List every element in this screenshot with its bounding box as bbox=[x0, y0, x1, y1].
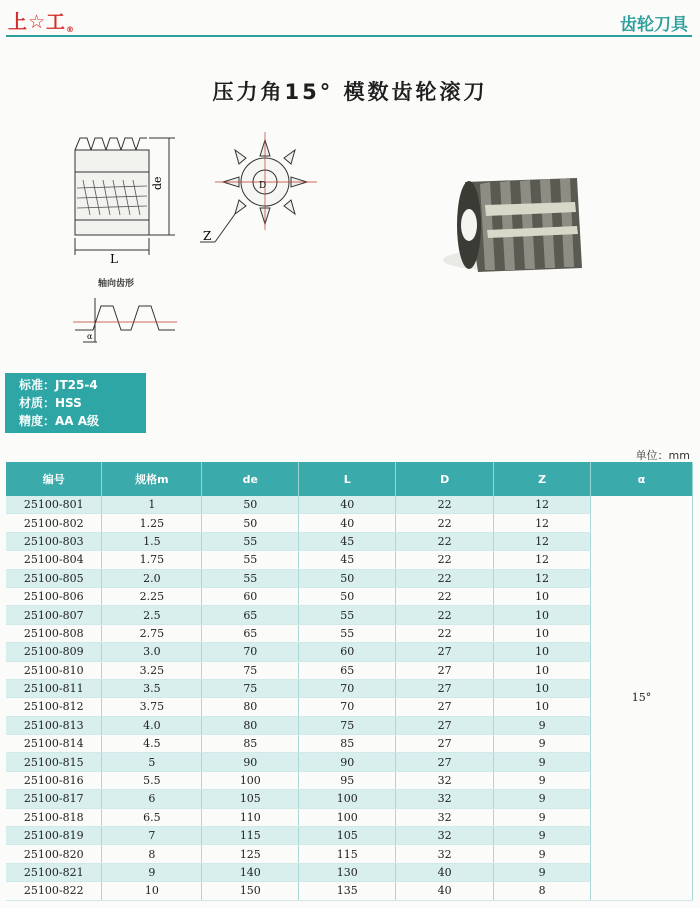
table-cell: 22 bbox=[396, 496, 494, 514]
table-cell: 25100-815 bbox=[6, 753, 102, 771]
col-header-de: de bbox=[202, 462, 299, 496]
spec-accuracy: 精度：AA A级 bbox=[19, 414, 100, 428]
table-cell: 1 bbox=[102, 496, 202, 514]
table-cell: 22 bbox=[396, 551, 494, 569]
spec-material: 材质：HSS bbox=[19, 396, 82, 410]
table-cell: 27 bbox=[396, 661, 494, 679]
table-cell: 27 bbox=[396, 735, 494, 753]
table-cell: 25100-805 bbox=[6, 569, 102, 587]
table-cell: 100 bbox=[299, 808, 396, 826]
table-cell: 10 bbox=[494, 698, 591, 716]
table-row bbox=[6, 496, 693, 514]
table-cell: 125 bbox=[202, 845, 299, 863]
table-cell: 10 bbox=[494, 624, 591, 642]
table-cell: 70 bbox=[299, 679, 396, 697]
table-cell: 5.5 bbox=[102, 771, 202, 789]
table-cell: 85 bbox=[299, 735, 396, 753]
table-row bbox=[6, 808, 693, 826]
table-cell: 25100-818 bbox=[6, 808, 102, 826]
table-cell: 60 bbox=[299, 643, 396, 661]
table-cell: 70 bbox=[202, 643, 299, 661]
table-cell: 9 bbox=[494, 827, 591, 845]
table-cell: 135 bbox=[299, 882, 396, 900]
table-cell: 1.5 bbox=[102, 532, 202, 550]
table-cell: 25100-802 bbox=[6, 514, 102, 532]
table-cell: 45 bbox=[299, 551, 396, 569]
table-cell: 32 bbox=[396, 827, 494, 845]
table-cell: 90 bbox=[299, 753, 396, 771]
unit-label: 单位：mm bbox=[635, 449, 690, 462]
table-cell: 22 bbox=[396, 514, 494, 532]
table-cell: 40 bbox=[396, 882, 494, 900]
logo-text: 上☆工 bbox=[8, 11, 67, 33]
table-cell: 32 bbox=[396, 808, 494, 826]
table-cell: 130 bbox=[299, 863, 396, 881]
table-cell: 3.25 bbox=[102, 661, 202, 679]
table-cell: 10 bbox=[494, 606, 591, 624]
col-header-module: 规格m bbox=[102, 462, 202, 496]
table-cell: 65 bbox=[202, 606, 299, 624]
table-cell: 55 bbox=[202, 551, 299, 569]
label-D: D bbox=[259, 181, 267, 191]
page-title: 压力角15° 模数齿轮滚刀 bbox=[212, 80, 488, 104]
table-cell: 32 bbox=[396, 790, 494, 808]
table-cell: 22 bbox=[396, 624, 494, 642]
alpha-value-cell: 15° bbox=[591, 496, 693, 900]
table-cell: 60 bbox=[202, 587, 299, 605]
table-cell: 100 bbox=[299, 790, 396, 808]
table-cell: 3.75 bbox=[102, 698, 202, 716]
table-cell: 25100-814 bbox=[6, 735, 102, 753]
registered-mark: ® bbox=[66, 25, 76, 34]
label-L: L bbox=[110, 252, 118, 266]
table-row bbox=[6, 735, 693, 753]
table-cell: 7 bbox=[102, 827, 202, 845]
table-cell: 25100-809 bbox=[6, 643, 102, 661]
table-cell: 9 bbox=[494, 863, 591, 881]
table-row bbox=[6, 514, 693, 532]
table-cell: 25100-816 bbox=[6, 771, 102, 789]
axial-profile-caption: 轴向齿形 bbox=[98, 279, 135, 289]
table-cell: 25100-808 bbox=[6, 624, 102, 642]
table-cell: 10 bbox=[494, 661, 591, 679]
label-de: de bbox=[151, 176, 164, 190]
label-alpha: α bbox=[87, 332, 93, 341]
table-cell: 9 bbox=[494, 716, 591, 734]
table-row bbox=[6, 790, 693, 808]
table-cell: 25100-807 bbox=[6, 606, 102, 624]
table-cell: 10 bbox=[494, 587, 591, 605]
table-cell: 27 bbox=[396, 643, 494, 661]
table-row bbox=[6, 587, 693, 605]
col-header-code: 编号 bbox=[6, 462, 102, 496]
table-cell: 9 bbox=[494, 771, 591, 789]
table-cell: 55 bbox=[299, 624, 396, 642]
table-row bbox=[6, 661, 693, 679]
table-cell: 25100-819 bbox=[6, 827, 102, 845]
table-cell: 2.75 bbox=[102, 624, 202, 642]
table-cell: 1.75 bbox=[102, 551, 202, 569]
table-row bbox=[6, 716, 693, 734]
table-cell: 25100-803 bbox=[6, 532, 102, 550]
table-cell: 80 bbox=[202, 698, 299, 716]
table-cell: 25100-822 bbox=[6, 882, 102, 900]
table-cell: 2.5 bbox=[102, 606, 202, 624]
table-cell: 9 bbox=[494, 790, 591, 808]
table-row bbox=[6, 698, 693, 716]
table-cell: 8 bbox=[494, 882, 591, 900]
table-cell: 25100-812 bbox=[6, 698, 102, 716]
table-cell: 65 bbox=[299, 661, 396, 679]
table-cell: 3.5 bbox=[102, 679, 202, 697]
col-header-D: D bbox=[396, 462, 494, 496]
table-cell: 40 bbox=[299, 496, 396, 514]
table-cell: 75 bbox=[299, 716, 396, 734]
table-cell: 25100-806 bbox=[6, 587, 102, 605]
table-cell: 100 bbox=[202, 771, 299, 789]
table-cell: 12 bbox=[494, 496, 591, 514]
table-cell: 32 bbox=[396, 771, 494, 789]
table-cell: 80 bbox=[202, 716, 299, 734]
table-cell: 55 bbox=[299, 606, 396, 624]
table-row bbox=[6, 606, 693, 624]
table-cell: 10 bbox=[102, 882, 202, 900]
specification-table bbox=[6, 462, 693, 901]
hob-side-view bbox=[75, 138, 175, 255]
table-cell: 9 bbox=[494, 735, 591, 753]
table-cell: 12 bbox=[494, 551, 591, 569]
table-cell: 55 bbox=[202, 569, 299, 587]
table-cell: 40 bbox=[396, 863, 494, 881]
col-header-Z: Z bbox=[494, 462, 591, 496]
table-cell: 6.5 bbox=[102, 808, 202, 826]
table-row bbox=[6, 827, 693, 845]
table-cell: 32 bbox=[396, 845, 494, 863]
table-row bbox=[6, 569, 693, 587]
table-cell: 22 bbox=[396, 587, 494, 605]
table-cell: 6 bbox=[102, 790, 202, 808]
table-cell: 9 bbox=[494, 845, 591, 863]
table-cell: 9 bbox=[102, 863, 202, 881]
table-cell: 27 bbox=[396, 679, 494, 697]
table-row bbox=[6, 863, 693, 881]
table-cell: 22 bbox=[396, 569, 494, 587]
table-cell: 25100-813 bbox=[6, 716, 102, 734]
table-cell: 75 bbox=[202, 679, 299, 697]
table-cell: 50 bbox=[299, 587, 396, 605]
col-header-alpha: α bbox=[591, 462, 693, 496]
table-cell: 90 bbox=[202, 753, 299, 771]
table-cell: 10 bbox=[494, 643, 591, 661]
table-cell: 85 bbox=[202, 735, 299, 753]
table-cell: 27 bbox=[396, 716, 494, 734]
table-cell: 4.5 bbox=[102, 735, 202, 753]
table-row bbox=[6, 753, 693, 771]
table-row bbox=[6, 882, 693, 900]
table-cell: 25100-820 bbox=[6, 845, 102, 863]
table-row bbox=[6, 679, 693, 697]
label-Z: Z bbox=[203, 229, 212, 243]
table-cell: 150 bbox=[202, 882, 299, 900]
table-cell: 3.0 bbox=[102, 643, 202, 661]
table-row bbox=[6, 845, 693, 863]
table-cell: 65 bbox=[202, 624, 299, 642]
table-cell: 115 bbox=[299, 845, 396, 863]
hob-technical-drawing bbox=[55, 120, 615, 360]
table-cell: 25100-810 bbox=[6, 661, 102, 679]
table-cell: 55 bbox=[202, 532, 299, 550]
table-cell: 50 bbox=[202, 496, 299, 514]
table-cell: 70 bbox=[299, 698, 396, 716]
table-row bbox=[6, 532, 693, 550]
table-cell: 27 bbox=[396, 753, 494, 771]
table-cell: 110 bbox=[202, 808, 299, 826]
table-cell: 10 bbox=[494, 679, 591, 697]
table-header-row bbox=[6, 462, 693, 496]
table-cell: 40 bbox=[299, 514, 396, 532]
table-row bbox=[6, 624, 693, 642]
table-cell: 45 bbox=[299, 532, 396, 550]
table-cell: 25100-821 bbox=[6, 863, 102, 881]
table-cell: 5 bbox=[102, 753, 202, 771]
table-cell: 50 bbox=[299, 569, 396, 587]
table-cell: 75 bbox=[202, 661, 299, 679]
table-cell: 12 bbox=[494, 569, 591, 587]
table-row bbox=[6, 551, 693, 569]
spec-box bbox=[5, 373, 146, 433]
table-cell: 2.0 bbox=[102, 569, 202, 587]
spec-standard: 标准：JT25-4 bbox=[19, 378, 98, 392]
table-cell: 1.25 bbox=[102, 514, 202, 532]
table-cell: 25100-801 bbox=[6, 496, 102, 514]
table-cell: 140 bbox=[202, 863, 299, 881]
hob-product-photo bbox=[443, 178, 582, 272]
table-row bbox=[6, 643, 693, 661]
table-row bbox=[6, 771, 693, 789]
table-cell: 115 bbox=[202, 827, 299, 845]
brand-logo bbox=[8, 7, 75, 34]
table-cell: 12 bbox=[494, 514, 591, 532]
table-cell: 22 bbox=[396, 606, 494, 624]
table-cell: 9 bbox=[494, 808, 591, 826]
table-cell: 50 bbox=[202, 514, 299, 532]
table-cell: 25100-804 bbox=[6, 551, 102, 569]
table-cell: 25100-817 bbox=[6, 790, 102, 808]
table-cell: 12 bbox=[494, 532, 591, 550]
table-cell: 2.25 bbox=[102, 587, 202, 605]
table-cell: 105 bbox=[202, 790, 299, 808]
table-cell: 4.0 bbox=[102, 716, 202, 734]
table-cell: 25100-811 bbox=[6, 679, 102, 697]
col-header-L: L bbox=[299, 462, 396, 496]
category-label: 齿轮刀具 bbox=[620, 15, 688, 35]
table-cell: 105 bbox=[299, 827, 396, 845]
table-cell: 95 bbox=[299, 771, 396, 789]
table-cell: 22 bbox=[396, 532, 494, 550]
header-divider bbox=[6, 35, 692, 37]
table-cell: 8 bbox=[102, 845, 202, 863]
table-cell: 27 bbox=[396, 698, 494, 716]
table-cell: 9 bbox=[494, 753, 591, 771]
